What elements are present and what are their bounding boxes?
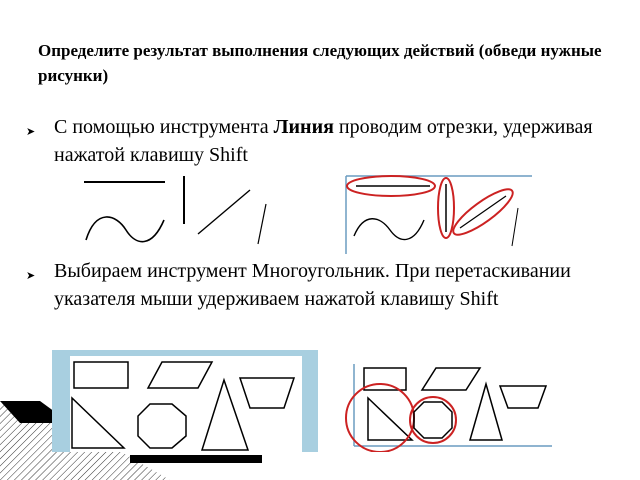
lines-answer-figure	[342, 172, 534, 256]
trapezoid-shape	[500, 386, 546, 408]
black-bar	[130, 455, 262, 463]
bullet-marker-icon: ➤	[26, 270, 36, 282]
octagon-shape	[414, 402, 452, 438]
bullet-text-start: С помощью инструмента	[54, 116, 274, 138]
highlight-circle	[410, 397, 456, 443]
tool-name-line: Линия	[273, 116, 334, 138]
parallelogram-shape	[422, 368, 480, 390]
slanted-line	[258, 204, 266, 244]
polygons-answer-figure	[340, 360, 554, 452]
white-canvas	[70, 356, 302, 452]
triangle-shape	[470, 384, 502, 440]
wave-curve	[86, 217, 164, 242]
bullet-marker-icon: ➤	[26, 126, 36, 138]
square-shape	[364, 368, 406, 390]
slanted-line	[512, 208, 518, 246]
wave-curve	[354, 219, 424, 240]
bullet-text: Выбираем инструмент Многоугольник. При перетаскивании указателя мыши удерживаем нажатой клавишу Shift	[54, 260, 571, 310]
bullet-text	[54, 113, 594, 169]
highlight-circle	[346, 384, 414, 452]
right-triangle-shape	[368, 398, 412, 440]
slide-title: Определите результат выполнения следующих действий (обведи нужные рисунки)	[38, 41, 602, 85]
lines-figure	[80, 172, 280, 252]
polygons-figure	[52, 350, 318, 452]
bullet-text-end: проводим отрезки, удерживая нажатой клавишу Shift	[54, 116, 593, 166]
diagonal-line	[198, 190, 250, 234]
